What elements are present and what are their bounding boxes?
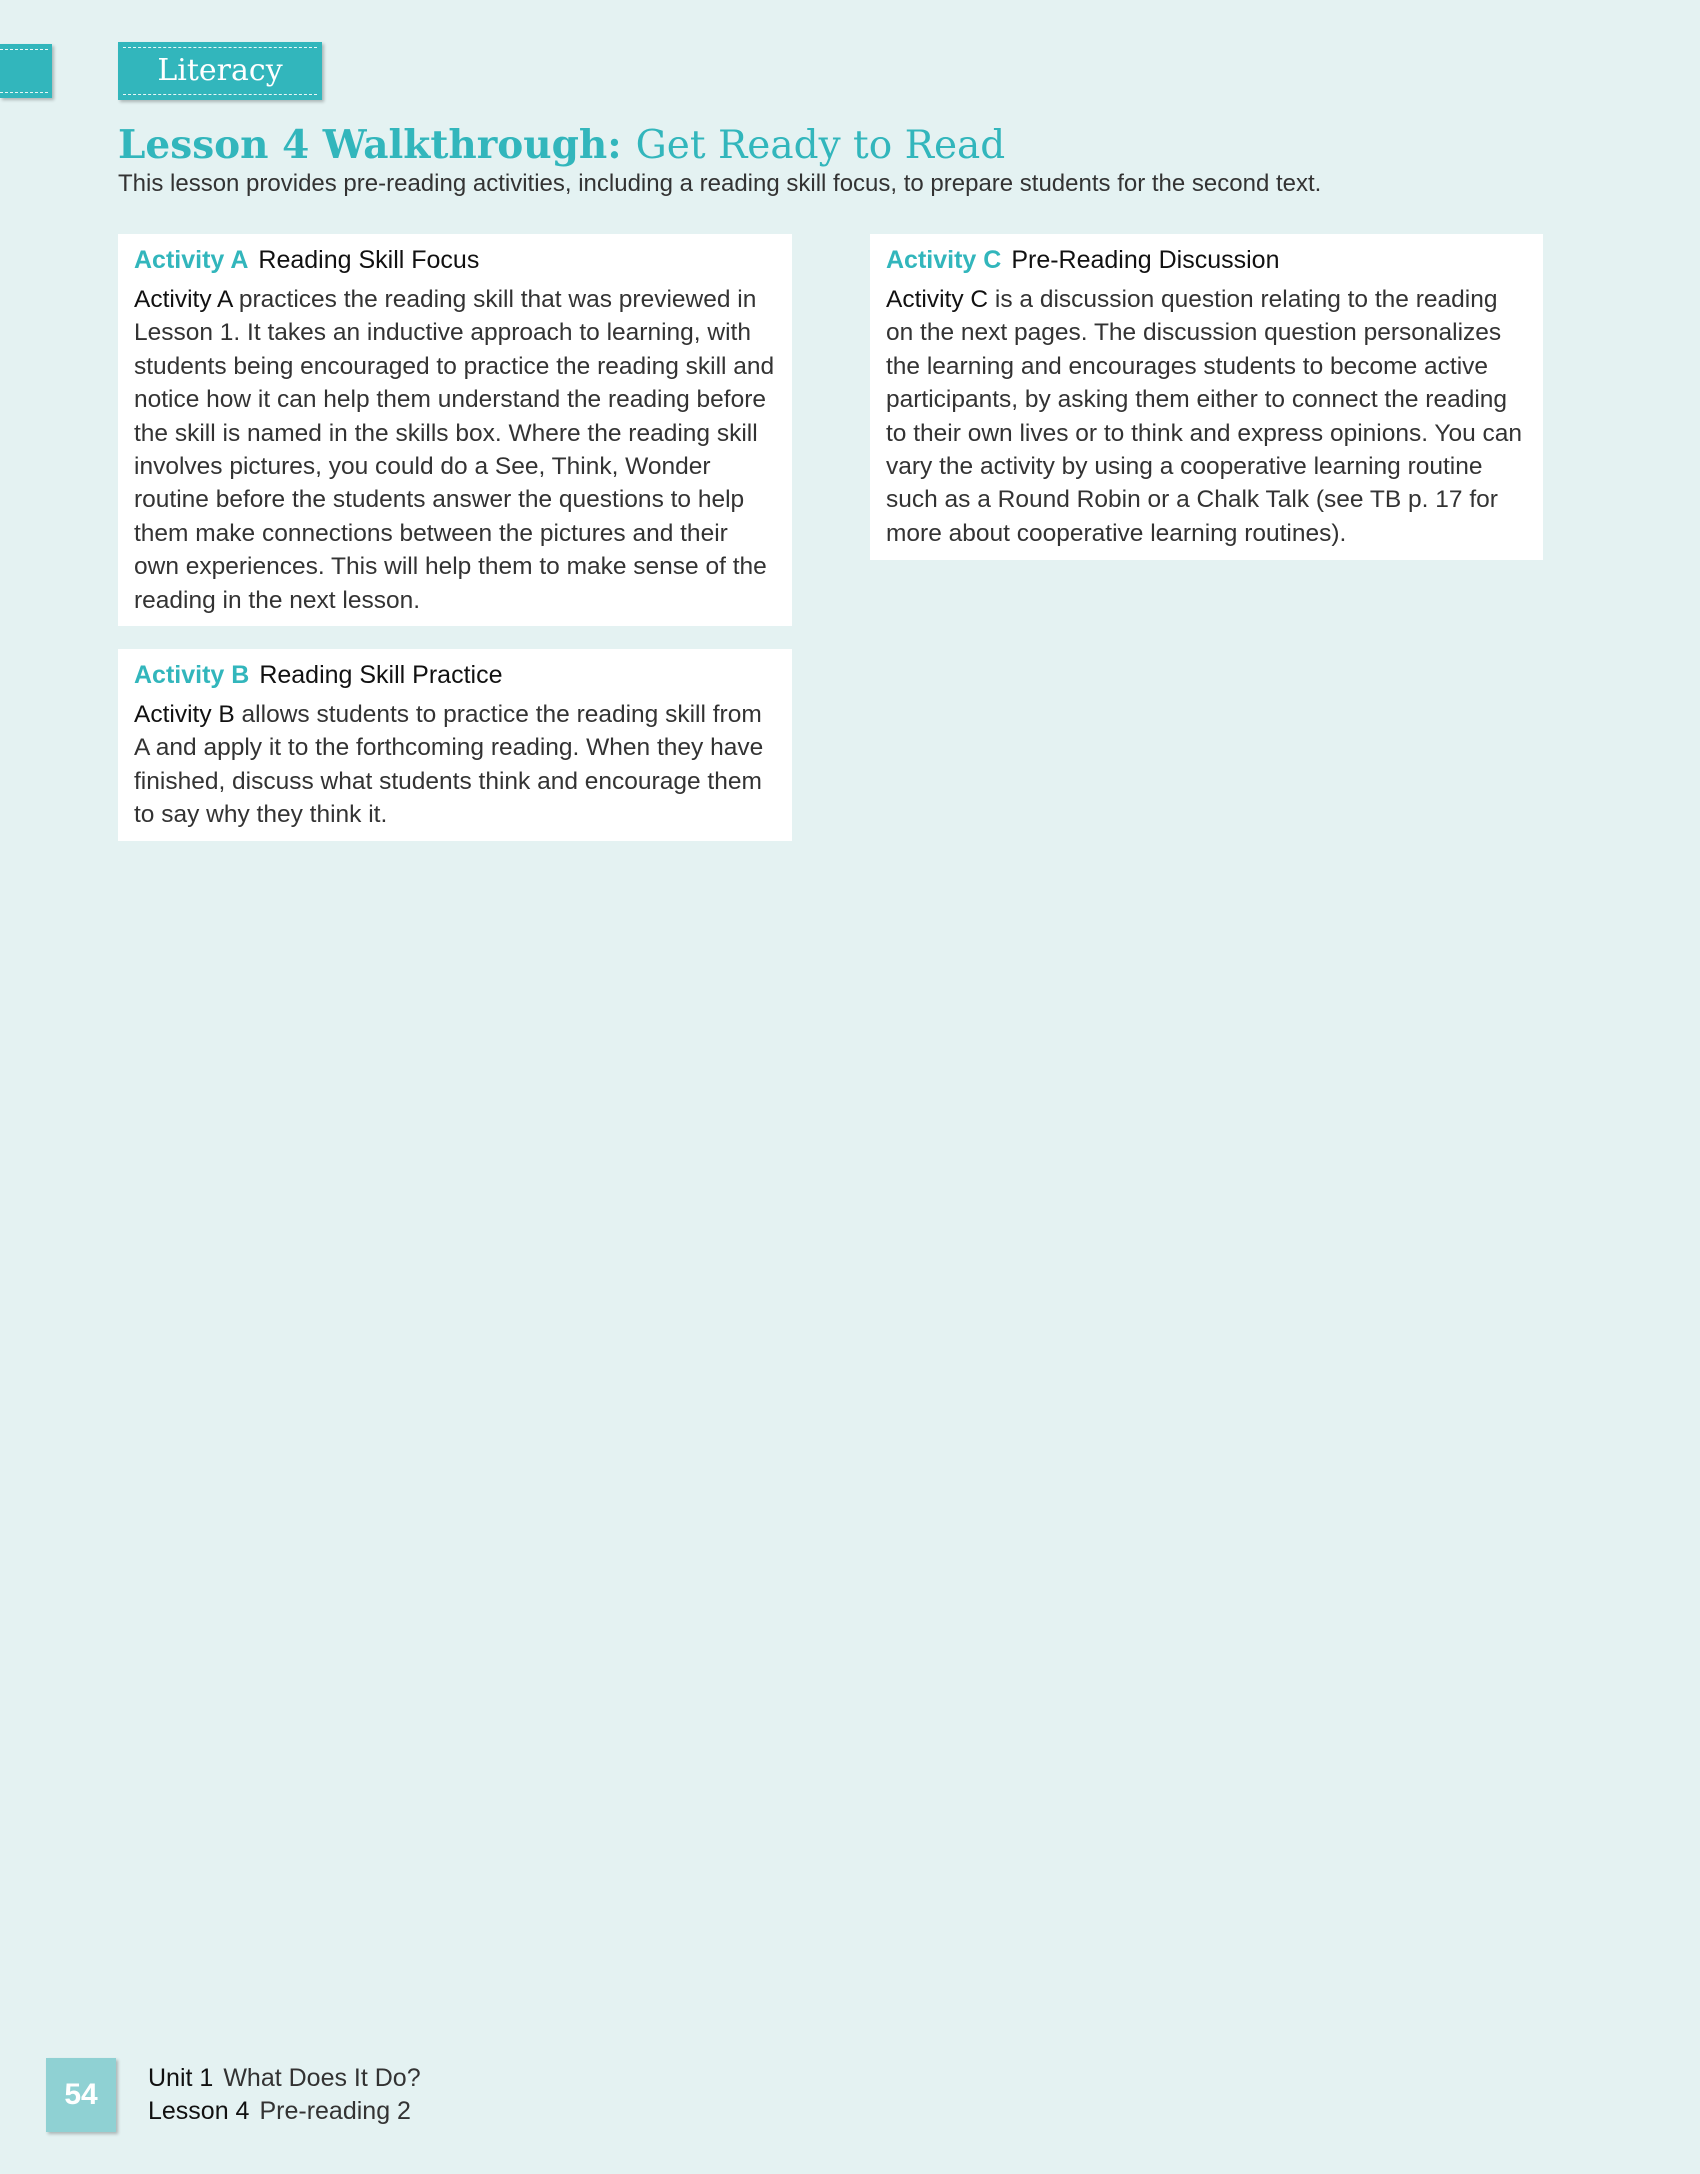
section-tab-literacy [118,42,322,100]
activity-card-c [870,234,1543,560]
activity-body: is a discussion question relating to the reading on the next pages. The discussion question personalizes the learning and encourages students to become active participants, by asking them either to connect the reading to their own lives or to think and express opinions. You can vary the activity by using a cooperative learning routine such as a Round Robin or a Chalk Talk (see TB p. 17 for more about cooperative learning routines). [886,286,1523,547]
activity-heading [134,246,776,275]
activity-label: Activity A [134,246,249,274]
activity-title: Reading Skill Practice [259,661,503,689]
page-title-main: Lesson 4 Walkthrough: [118,122,622,168]
footer-unit-title: What Does It Do? [223,2064,421,2092]
activity-body: allows students to practice the reading skill from A and apply it to the forthcoming reading. When they have finished, discuss what students think and encourage them to say why they think it. [134,701,764,829]
activity-label: Activity B [134,661,250,689]
activity-description [886,283,1527,550]
activity-title: Pre-Reading Discussion [1011,246,1280,274]
activity-description [134,698,776,832]
footer-lesson-title: Pre-reading 2 [259,2097,411,2125]
footer-lesson-line [148,2095,421,2128]
section-tab-label: Literacy [157,53,283,88]
activity-body: practices the reading skill that was previewed in Lesson 1. It takes an inductive approach to learning, with students being encouraged to practice the reading skill and notice how it can help them understand the reading before the skill is named in the skills box. Where the reading skill involves pictures, you could do a See, Think, Wonder routine before the students answer the questions to help them make connections between the pictures and their own experiences. This will help them to make sense of the reading in the next lesson. [134,286,775,614]
activity-heading [886,246,1527,275]
page-title [118,122,1005,168]
activity-lead: Activity B [134,701,235,728]
edge-tab-marker [0,44,52,98]
activity-card-a [118,234,792,626]
activity-card-b [118,649,792,841]
footer-unit-line [148,2062,421,2095]
page-title-subtitle: Get Ready to Read [635,123,1006,168]
activity-label: Activity C [886,246,1002,274]
footer-lesson-label: Lesson 4 [148,2097,250,2125]
footer-running-head [148,2062,421,2128]
activity-description [134,283,776,617]
footer-unit-label: Unit 1 [148,2064,214,2092]
activity-heading [134,661,776,690]
page-number: 54 [46,2058,116,2132]
activity-lead: Activity A [134,286,233,313]
activity-lead: Activity C [886,286,989,313]
activity-title: Reading Skill Focus [258,246,480,274]
lesson-intro: This lesson provides pre-reading activities, including a reading skill focus, to prepare students for the second text. [118,170,1322,197]
